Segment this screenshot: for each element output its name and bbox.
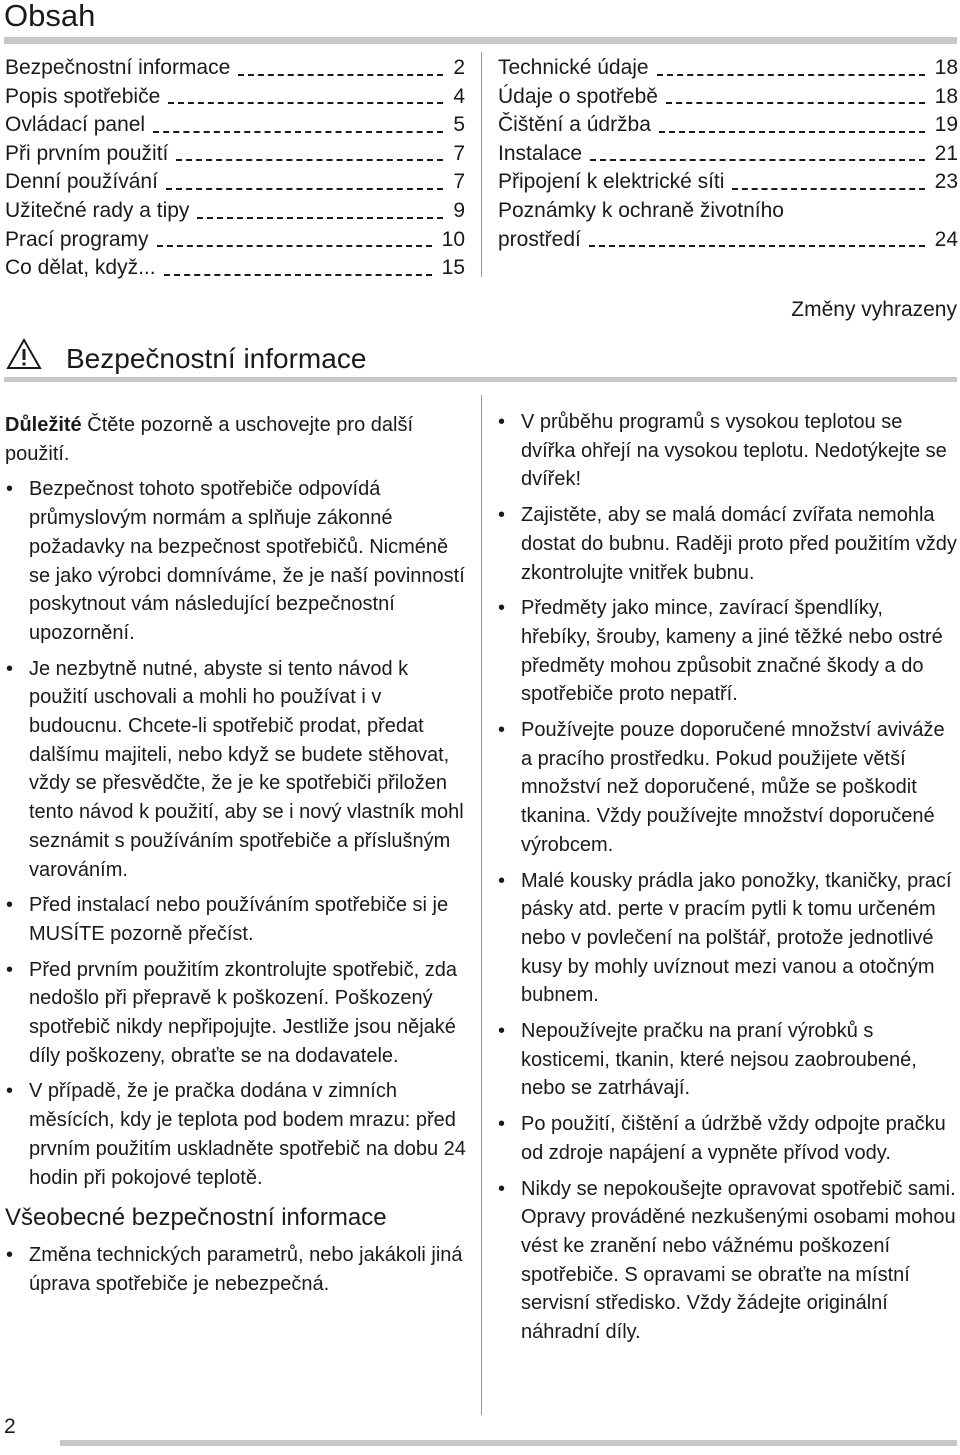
toc-entry-page: 23 (934, 170, 958, 194)
list-item: • Před instalací nebo používáním spotřebiče si je MUSÍTE pozorně přečíst. (5, 891, 467, 948)
toc-entry-page: 4 (453, 84, 465, 108)
toc-leader (657, 74, 925, 76)
general-safety-list (5, 1241, 467, 1298)
toc-entry[interactable] (498, 226, 958, 255)
toc-entry[interactable] (5, 54, 465, 83)
toc-entry[interactable] (498, 140, 958, 169)
toc-entry-label: Bezpečnostní informace (5, 56, 231, 79)
list-item: • Zajistěte, aby se malá domácí zvířata nemohla dostat do bubnu. Raději proto před použitím vždy zkontrolujte vnitřek bubnu. (497, 501, 958, 587)
toc-entry[interactable] (5, 254, 465, 283)
toc-entry-page: 7 (453, 141, 465, 165)
toc-entry[interactable] (5, 111, 465, 140)
toc-leader (153, 131, 443, 133)
toc-entry-page: 9 (453, 198, 465, 222)
toc-entry-label: prostředí (498, 227, 581, 251)
toc-entry-label: Údaje o spotřebě (498, 84, 658, 108)
toc-entry[interactable] (5, 140, 465, 169)
toc-leader (732, 188, 924, 190)
general-safety-heading: Všeobecné bezpečnostní informace (5, 1204, 387, 1232)
list-item: • V případě, že je pračka dodána v zimních měsících, kdy je teplota pod bodem mrazu: před prvním použitím uskladněte spotřebič na dobu 24 hodin při pokojové teplotě. (5, 1077, 467, 1192)
toc-entry-label: Užitečné rady a tipy (5, 198, 190, 222)
toc-entry-page: 18 (934, 84, 958, 108)
toc-leader (176, 159, 443, 161)
toc-entry[interactable] (5, 83, 465, 112)
toc-entry-page: 19 (934, 113, 958, 137)
toc-entry-page: 15 (441, 256, 465, 280)
footer-rule (60, 1440, 957, 1446)
intro-text: Čtěte pozorně a uschovejte pro další použití. (5, 414, 413, 465)
toc-entry-label: Popis spotřebiče (5, 84, 161, 108)
toc-entry[interactable] (5, 168, 465, 197)
toc-leader (589, 245, 925, 247)
safety-bullet-list-continued (497, 408, 958, 1347)
toc-leader (166, 188, 443, 190)
toc-leader (157, 245, 432, 247)
toc-entry-page: 24 (934, 227, 958, 251)
page-number: 2 (4, 1415, 16, 1438)
list-item: • Změna technických parametrů, nebo jakákoli jiná úprava spotřebiče je nebezpečná. (5, 1241, 467, 1298)
body-right-column (497, 408, 958, 1347)
safety-bullet-list (5, 475, 467, 1192)
toc-entry[interactable] (498, 54, 958, 83)
toc-entry-label: Prací programy (5, 227, 149, 251)
header-rule (4, 37, 957, 44)
toc-entry-page: 7 (453, 170, 465, 194)
list-item: • Je nezbytně nutné, abyste si tento návod k použití uschovali a mohli ho používat i v budoucnu. Chcete-li spotřebič prodat, předat dalšímu majiteli, nebo když se budete stěhovat, vždy se přesvědčte, že je ke spotřebiči přiložen tento návod k použití, aby se i nový vlastník mohl seznámit s používáním spotřebiče a příslušným varováním. (5, 655, 467, 885)
toc-entry[interactable] (498, 168, 958, 197)
body-column-divider (481, 395, 482, 1415)
list-item: • V průběhu programů s vysokou teplotou se dvířka ohřejí na vysokou teplotu. Nedotýkejte se dvířek! (497, 408, 958, 494)
toc-entry-label: Čištění a údržba (498, 113, 651, 137)
toc-leader (590, 159, 925, 161)
toc-entry-page: 18 (934, 56, 958, 79)
toc-leader (238, 74, 443, 76)
intro-paragraph (5, 411, 467, 468)
toc-leader (168, 102, 443, 104)
list-item: • Malé kousky prádla jako ponožky, tkaničky, prací pásky atd. perte v pracím pytli k tomu určeném nebo v povlečení na polštář, protože jednotlivé kusy by mohly uvíznout mezi vanou a otočným bubnem. (497, 867, 958, 1011)
intro-important-label: Důležité (5, 414, 82, 436)
toc-entry-page: 10 (441, 227, 465, 251)
toc-leader (666, 102, 925, 104)
section-rule (4, 377, 957, 382)
toc-entry-label: Co dělat, když... (5, 256, 156, 280)
toc-entry-page: 5 (453, 113, 465, 137)
toc-entry[interactable] (498, 83, 958, 112)
toc-entry-label: Ovládací panel (5, 113, 146, 137)
toc-entry[interactable] (5, 197, 465, 226)
toc-entry-label: Poznámky k ochraně životního (498, 198, 784, 222)
toc-entry-label: Při prvním použití (5, 141, 169, 165)
list-item: • Nepoužívejte pračku na praní výrobků s kosticemi, tkanin, které nejsou zaobroubené, nebo se zatrhávají. (497, 1017, 958, 1103)
list-item: • Před prvním použitím zkontrolujte spotřebič, zda nedošlo při přepravě k poškození. Poškozený spotřebič nikdy nepřipojujte. Jestliže jsou nějaké díly poškozeny, obraťte se na dodavatele. (5, 956, 467, 1071)
toc-leader (197, 217, 443, 219)
list-item: • Bezpečnost tohoto spotřebiče odpovídá průmyslovým normám a splňuje zákonné požadavky na bezpečnost spotřebičů. Nicméně se jako výrobci domníváme, že je naší povinností poskytnout vám následující bezpečnostní upozornění. (5, 475, 467, 647)
toc-entry-label: Připojení k elektrické síti (498, 170, 725, 194)
body-left-column (5, 411, 467, 1299)
toc-right-column (498, 54, 958, 254)
toc-entry-wrapped-line[interactable] (498, 197, 958, 226)
toc-left-column (5, 54, 465, 283)
warning-triangle-icon (6, 338, 42, 370)
list-item: • Po použití, čištění a údržbě vždy odpojte pračku od zdroje napájení a vypněte přívod vody. (497, 1110, 958, 1167)
list-item: • Předměty jako mince, zavírací špendlíky, hřebíky, šrouby, kameny a jiné těžké nebo ostré předměty mohou způsobit značné škody a do spotřebiče proto nepatří. (497, 594, 958, 709)
toc-leader (164, 274, 432, 276)
page-title: Obsah (4, 0, 96, 33)
toc-leader (659, 131, 925, 133)
toc-entry-label: Instalace (498, 141, 583, 165)
section-title: Bezpečnostní informace (66, 343, 367, 374)
list-item: • Používejte pouze doporučené množství aviváže a pracího prostředku. Pokud použijete větší množství než doporučené, může se poškodit tkanina. Vždy používejte množství doporučené výrobcem. (497, 716, 958, 860)
list-item: • Nikdy se nepokoušejte opravovat spotřebič sami. Opravy prováděné nezkušenými osobami mohou vést ke zranění nebo vážnému poškození spotřebiče. S opravami se obraťte na místní servisní středisko. Vždy žádejte originální náhradní díly. (497, 1175, 958, 1347)
changes-reserved-note: Změny vyhrazeny (791, 298, 957, 321)
toc-column-divider (481, 52, 482, 277)
toc-entry[interactable] (5, 226, 465, 255)
toc-entry-page: 21 (934, 141, 958, 165)
toc-entry-label: Technické údaje (498, 56, 649, 79)
toc-entry[interactable] (498, 111, 958, 140)
toc-entry-label: Denní používání (5, 170, 158, 194)
toc-entry-page: 2 (453, 56, 465, 79)
